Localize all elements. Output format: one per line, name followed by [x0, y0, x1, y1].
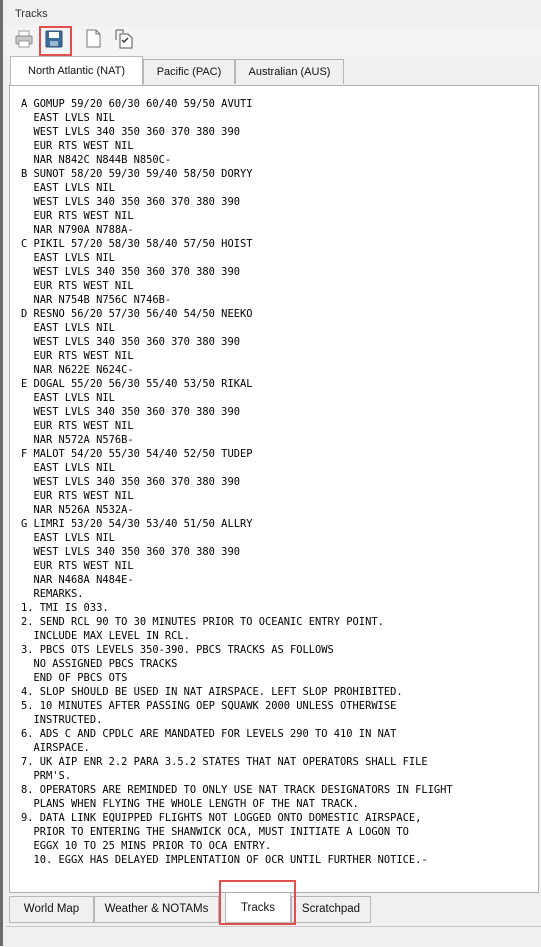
tracks-text-line: END OF PBCS OTS	[21, 672, 128, 684]
tab-pacific[interactable]: Pacific (PAC)	[143, 59, 235, 84]
tracks-text-line: EUR RTS WEST NIL	[21, 140, 134, 152]
tracks-text-line: 7. UK AIP ENR 2.2 PARA 3.5.2 STATES THAT NAT OPERATORS SHALL FILE	[21, 756, 428, 768]
tracks-text-line: WEST LVLS 340 350 360 370 380 390	[21, 476, 240, 488]
title-bar	[6, 0, 541, 27]
toolbar	[6, 26, 541, 56]
status-footer	[6, 926, 541, 947]
tracks-text-line: NAR N468A N484E-	[21, 574, 134, 586]
tracks-text-line: EAST LVLS NIL	[21, 322, 115, 334]
tracks-text-line: EUR RTS WEST NIL	[21, 210, 134, 222]
tracks-text-line: WEST LVLS 340 350 360 370 380 390	[21, 406, 240, 418]
bottom-tab-strip	[9, 893, 539, 926]
tracks-message	[21, 97, 453, 867]
tracks-text-line: EUR RTS WEST NIL	[21, 350, 134, 362]
tracks-text-line: EAST LVLS NIL	[21, 112, 115, 124]
tab-tracks[interactable]: Tracks	[225, 893, 291, 923]
tracks-text-line: 6. ADS C AND CPDLC ARE MANDATED FOR LEVELS 290 TO 410 IN NAT	[21, 728, 397, 740]
tracks-text-line: NAR N526A N532A-	[21, 504, 134, 516]
tracks-text-line: 4. SLOP SHOULD BE USED IN NAT AIRSPACE. LEFT SLOP PROHIBITED.	[21, 686, 403, 698]
tracks-text-line: EGGX 10 TO 25 MINS PRIOR TO OCA ENTRY.	[21, 840, 272, 852]
paste-button[interactable]	[112, 29, 136, 53]
tracks-text-line: F MALOT 54/20 55/30 54/40 52/50 TUDEP	[21, 448, 253, 460]
region-tab-strip	[6, 56, 541, 86]
tracks-text-line: 1. TMI IS 033.	[21, 602, 109, 614]
save-highlight-box	[39, 26, 72, 56]
tracks-text-line: 3. PBCS OTS LEVELS 350-390. PBCS TRACKS AS FOLLOWS	[21, 644, 334, 656]
tab-australian[interactable]: Australian (AUS)	[235, 59, 344, 84]
tracks-text-line: WEST LVLS 340 350 360 370 380 390	[21, 266, 240, 278]
tracks-text-line: EAST LVLS NIL	[21, 532, 115, 544]
tracks-text-line: WEST LVLS 340 350 360 370 380 390	[21, 126, 240, 138]
print-button[interactable]	[12, 29, 36, 53]
tracks-text-line: REMARKS.	[21, 588, 84, 600]
tab-weather-notams[interactable]: Weather & NOTAMs	[94, 896, 219, 923]
tracks-text-line: NAR N842C N844B N850C-	[21, 154, 172, 166]
tracks-text-line: 9. DATA LINK EQUIPPED FLIGHTS NOT LOGGED ONTO DOMESTIC AIRSPACE,	[21, 812, 422, 824]
tracks-text-line: PRM'S.	[21, 770, 72, 782]
tab-world-map[interactable]: World Map	[9, 896, 94, 923]
tracks-text-line: EUR RTS WEST NIL	[21, 280, 134, 292]
tracks-text-line: G LIMRI 53/20 54/30 53/40 51/50 ALLRY	[21, 518, 253, 530]
tracks-text-line: EUR RTS WEST NIL	[21, 490, 134, 502]
tracks-text-line: B SUNOT 58/20 59/30 59/40 58/50 DORYY	[21, 168, 253, 180]
tracks-text-line: EAST LVLS NIL	[21, 392, 115, 404]
tab-north-atlantic[interactable]: North Atlantic (NAT)	[10, 56, 143, 85]
tracks-text-line: WEST LVLS 340 350 360 370 380 390	[21, 196, 240, 208]
tracks-text-line: NAR N790A N788A-	[21, 224, 134, 236]
tracks-text-line: EAST LVLS NIL	[21, 462, 115, 474]
tracks-text-line: NAR N572A N576B-	[21, 434, 134, 446]
tracks-text-line: EUR RTS WEST NIL	[21, 420, 134, 432]
tracks-text-line: INSTRUCTED.	[21, 714, 103, 726]
tab-scratchpad[interactable]: Scratchpad	[291, 896, 371, 923]
tracks-tab-highlight-box	[219, 880, 296, 925]
copy-document-icon	[84, 28, 104, 55]
tracks-text-line: INCLUDE MAX LEVEL IN RCL.	[21, 630, 190, 642]
tracks-text-line: PRIOR TO ENTERING THE SHANWICK OCA, MUST INITIATE A LOGON TO	[21, 826, 409, 838]
tracks-text-line: WEST LVLS 340 350 360 370 380 390	[21, 336, 240, 348]
tracks-text-line: 2. SEND RCL 90 TO 30 MINUTES PRIOR TO OCEANIC ENTRY POINT.	[21, 616, 384, 628]
tracks-text-line: NO ASSIGNED PBCS TRACKS	[21, 658, 178, 670]
tracks-text-line: C PIKIL 57/20 58/30 58/40 57/50 HOIST	[21, 238, 253, 250]
tracks-text-line: EAST LVLS NIL	[21, 182, 115, 194]
tracks-text-line: WEST LVLS 340 350 360 370 380 390	[21, 546, 240, 558]
tracks-text-line: A GOMUP 59/20 60/30 60/40 59/50 AVUTI	[21, 98, 253, 110]
printer-icon	[14, 29, 34, 54]
tracks-text-line: 8. OPERATORS ARE REMINDED TO ONLY USE NAT TRACK DESIGNATORS IN FLIGHT	[21, 784, 453, 796]
tracks-text-line: 10. EGGX HAS DELAYED IMPLENTATION OF OCR UNTIL FURTHER NOTICE.-	[21, 854, 428, 866]
copy-button[interactable]	[82, 29, 106, 53]
tracks-text-area[interactable]	[9, 85, 539, 893]
tracks-text-line: D RESNO 56/20 57/30 56/40 54/50 NEEKO	[21, 308, 253, 320]
tracks-text-line: PLANS WHEN FLYING THE WHOLE LENGTH OF THE NAT TRACK.	[21, 798, 359, 810]
tracks-text-line: EAST LVLS NIL	[21, 252, 115, 264]
tracks-text-line: 5. 10 MINUTES AFTER PASSING OEP SQUAWK 2000 UNLESS OTHERWISE	[21, 700, 397, 712]
window-title: Tracks	[15, 8, 48, 20]
tracks-text-line: EUR RTS WEST NIL	[21, 560, 134, 572]
tracks-text-line: NAR N622E N624C-	[21, 364, 134, 376]
paste-clipboard-icon	[113, 28, 135, 55]
tracks-text-line: AIRSPACE.	[21, 742, 90, 754]
tracks-text-line: NAR N754B N756C N746B-	[21, 294, 172, 306]
tracks-text-line: E DOGAL 55/20 56/30 55/40 53/50 RIKAL	[21, 378, 253, 390]
